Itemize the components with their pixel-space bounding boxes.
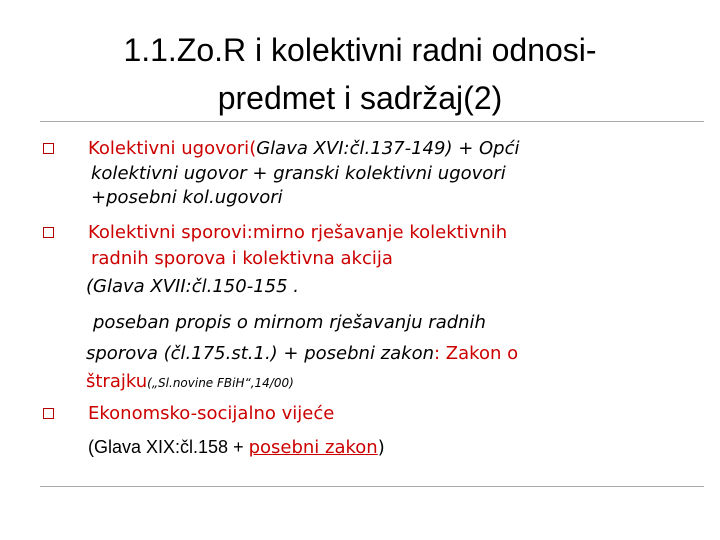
bullet-3-ref: (Glava XIX:čl.158 +	[88, 437, 249, 457]
title-line-2: predmet i sadržaj(2)	[217, 80, 503, 116]
bullet-2-line-4: poseban propis o mirnom rješavanju radnih	[93, 312, 486, 333]
bullet-2-gazette: („Sl.novine FBiH“,14/00)	[147, 376, 294, 390]
bullet-1-line-2: kolektivni ugovor + granski kolektivni ugovori	[91, 163, 506, 184]
bullet-2-line-2: radnih sporova i kolektivna akcija	[91, 248, 393, 269]
slide-title	[60, 26, 660, 122]
bullet-2-line-5	[86, 343, 518, 365]
bullet-3-line-2	[88, 436, 385, 459]
bullet-2-line-5-law: : Zakon o	[434, 343, 519, 364]
bullet-square-icon	[43, 227, 54, 238]
bullet-2-line-1: Kolektivni sporovi:mirno rješavanje kolektivnih	[88, 222, 508, 243]
bullet-square-icon	[43, 408, 54, 419]
bullet-3-close: )	[377, 437, 385, 458]
title-line-1: 1.1.Zo.R i kolektivni radni odnosi-	[123, 32, 597, 68]
bullet-1-paren: (	[249, 138, 257, 159]
bullet-1-lead: Kolektivni ugovori	[88, 138, 250, 159]
bullet-3-law: posebni zakon	[248, 437, 378, 458]
top-divider	[40, 121, 704, 122]
bullet-1-line-3: +posebni kol.ugovori	[91, 187, 283, 208]
bullet-1-ref: Glava XVI:čl.137-149) + Opći	[256, 138, 520, 159]
bullet-3-line-1: Ekonomsko-socijalno vijeće	[88, 403, 335, 424]
bullet-square-icon	[43, 143, 54, 154]
bullet-2-strike: štrajku	[86, 371, 148, 392]
bullet-2-line-3: (Glava XVII:čl.150-155 .	[86, 276, 300, 297]
bullet-2-line-5-text: sporova (čl.175.st.1.) + posebni zakon	[86, 343, 435, 364]
bullet-1-line-1	[88, 138, 520, 160]
bottom-divider	[40, 486, 704, 487]
bullet-2-line-6	[86, 371, 294, 394]
